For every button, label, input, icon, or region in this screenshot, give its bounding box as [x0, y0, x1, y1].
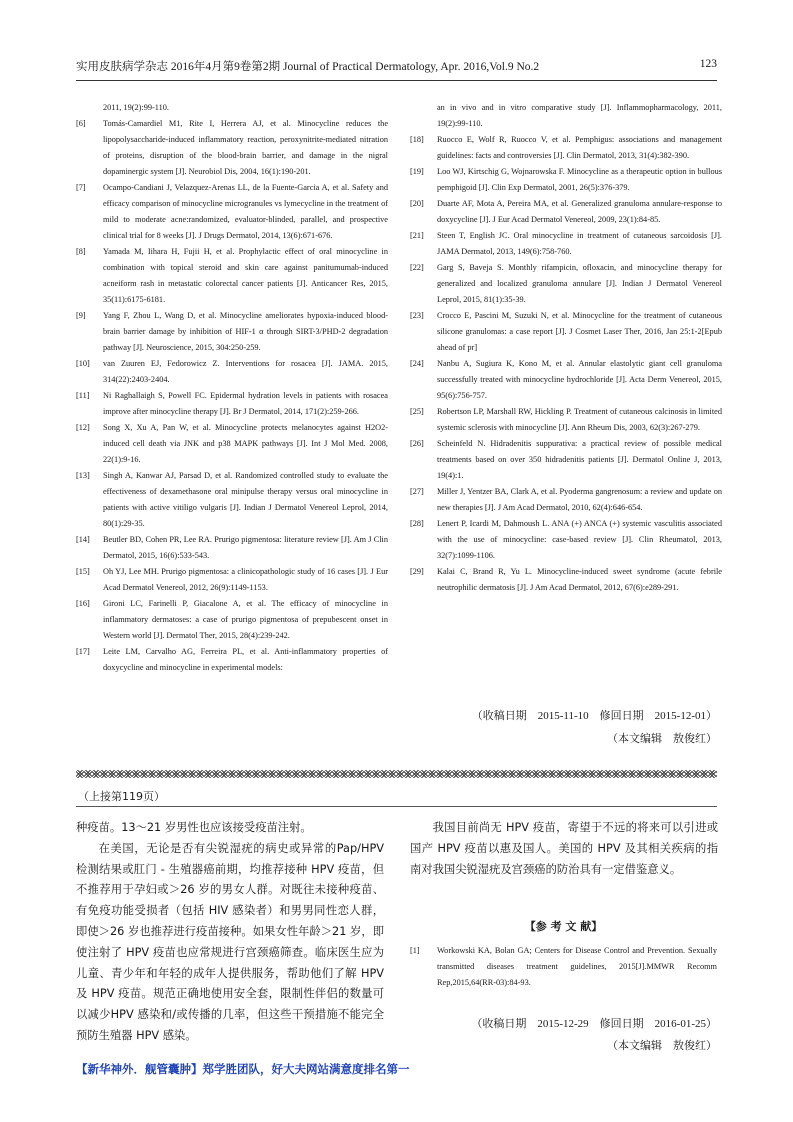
reference-item	[410, 132, 722, 164]
body-paragraph: 在美国，无论是否有尖锐湿疣的病史或异常的Pap/HPV 检测结果或肛门 - 生殖器癌前期，均推荐接种 HPV 疫苗，但不推荐用于孕妇或＞26 岁的男女人群。对既往未接种疫苗、有免疫功能受损者（包括 HIV 感染者）和男男同性恋人群，即使＞26 岁也推荐进行疫苗接种。如果女性年龄＞21 岁，即使注射了 HPV 疫苗也应常规进行宫颈癌筛查。临床医生应为儿童、青少年和年轻的成年人提供服务，帮助他们了解 HPV 及 HPV 疫苗。规范正确地使用安全套，限制性伴侣的数量可以减少HPV 感染和/或传播的几率，但这些干预措施不能完全预防生殖器 HPV 感染。	[76, 841, 384, 1042]
reference-item	[410, 404, 722, 436]
reference-number: [19]	[410, 167, 424, 176]
reference-list-article2	[410, 943, 717, 991]
received-dates-article2: （收稿日期 2015-12-29 修回日期 2016-01-25）	[471, 1018, 717, 1030]
reference-number: [12]	[76, 423, 90, 432]
references-heading: 【参 考 文 献】	[524, 920, 603, 933]
reference-text: Robertson LP, Marshall RW, Hickling P. Treatment of cutaneous calcinosis in limited systemic sclerosis with minocycline [J]. Ann Rheum Dis, 2003, 62(3):267-279.	[437, 407, 722, 432]
reference-item	[76, 100, 388, 116]
reference-item	[76, 468, 388, 532]
body-text-left	[76, 818, 384, 1047]
running-header	[76, 56, 717, 76]
reference-number: [14]	[76, 535, 90, 544]
reference-item	[410, 564, 722, 596]
reference-item	[410, 228, 722, 260]
reference-text: Oh YJ, Lee MH. Prurigo pigmentosa: a clinicopathologic study of 16 cases [J]. J Eur Acad Dermatol Venereol, 2012, 26(9):1149-1153.	[103, 567, 388, 592]
reference-text: Lenert P, Icardi M, Dahmoush L. ANA (+) ANCA (+) systemic vasculitis associated with the use of minocycline: case-based review [J]. Clin Rheumatol, 2013, 32(7):1099-1106.	[437, 519, 722, 560]
reference-item	[410, 356, 722, 404]
reference-item	[410, 164, 722, 196]
reference-number: [21]	[410, 231, 424, 240]
editor-credit-article2: （本文编辑 敖俊红）	[607, 1040, 717, 1052]
reference-number: [25]	[410, 407, 424, 416]
reference-text: 2011, 19(2):99-110.	[103, 103, 169, 112]
reference-number: [24]	[410, 359, 424, 368]
reference-number: [13]	[76, 471, 90, 480]
reference-item	[76, 532, 388, 564]
received-dates: （收稿日期 2015-11-10 修回日期 2015-12-01）	[471, 710, 717, 722]
body-paragraph: 我国目前尚无 HPV 疫苗，寄望于不远的将来可以引进或国产 HPV 疫苗以惠及国人。美国的 HPV 及其相关疾病的指南对我国尖锐湿疣及宫颈癌的防治具有一定借鉴意义。	[410, 821, 718, 876]
reference-item	[410, 196, 722, 228]
reference-text: Nanbu A, Sugiura K, Kono M, et al. Annular elastolytic giant cell granuloma successfully treated with minocycline hydrochloride [J]. Acta Derm Venereol, 2015, 95(6):756-757.	[437, 359, 722, 400]
reference-number: [20]	[410, 199, 424, 208]
reference-item	[76, 596, 388, 644]
reference-item	[76, 180, 388, 244]
advertisement-line[interactable]: 【新华神外．舰管囊肿】郑学胜团队，好大夫网站满意度排名第一	[76, 1062, 410, 1076]
reference-item	[410, 943, 717, 991]
reference-text: Workowski KA, Bolan GA; Centers for Disease Control and Prevention. Sexually transmitted diseases treatment guidelines, 2015[J].MMWR Recomm Rep,2015,64(RR-03):84-93.	[437, 946, 717, 987]
reference-item	[76, 244, 388, 308]
reference-number: [1]	[410, 946, 420, 955]
reference-number: [9]	[76, 311, 86, 320]
reference-text: Ruocco E, Wolf R, Ruocco V, et al. Pemphigus: associations and management guidelines: facts and controversies [J]. Clin Dermatol, 2013, 31(4):382-390.	[437, 135, 722, 160]
reference-text: Kalai C, Brand R, Yu L. Minocycline-induced sweet syndrome (acute febrile neutrophilic dermatosis [J]. J Am Acad Dermatol, 2012, 67(6):e289-291.	[437, 567, 722, 592]
reference-number: [27]	[410, 487, 424, 496]
reference-text: van Zuuren EJ, Fedorowicz Z. Interventions for rosacea [J]. JAMA. 2015, 314(22):2403-2404.	[103, 359, 388, 384]
reference-item	[76, 420, 388, 468]
reference-number: [11]	[76, 391, 90, 400]
reference-text: Duarte AF, Mota A, Pereira MA, et al. Generalized granuloma annulare-response to doxycycline [J]. J Eur Acad Dermatol Venereol, 2009, 23(1):84-85.	[437, 199, 722, 224]
continued-from-label: （上接第119页）	[78, 790, 165, 803]
reference-item	[410, 260, 722, 308]
journal-title: 实用皮肤病学杂志 2016年4月第9卷第2期 Journal of Practical Dermatology, Apr. 2016,Vol.9 No.2	[76, 61, 540, 73]
reference-item	[410, 436, 722, 484]
reference-text: Ni Raghallaigh S, Powell FC. Epidermal hydration levels in patients with rosacea improve after minocycline therapy [J]. Br J Dermatol, 2014, 171(2):259-266.	[103, 391, 388, 416]
reference-number: [7]	[76, 183, 86, 192]
reference-item	[76, 116, 388, 180]
reference-text: Ocampo-Candiani J, Velazquez-Arenas LL, de la Fuente-Garcia A, et al. Safety and efficacy comparison of minocycline microgranules vs lymecycline in the treatment of mild to moderate acne:randomized, evaluator-blinded, parallel, and prospective clinical trial for 8 weeks [J]. J Drugs Dermatol, 2014, 13(6):671-676.	[103, 183, 388, 240]
body-paragraph: 种疫苗。13～21 岁男性也应该接受疫苗注射。	[76, 821, 312, 834]
article-divider	[76, 770, 717, 778]
reference-text: Crocco E, Pascini M, Suzuki N, et al. Minocycline for the treatment of cutaneous silicone granulomas: a case report [J]. J Cosmet Laser Ther, 2016, Jan 25:1-2[Epub ahead of pr]	[437, 311, 722, 352]
reference-text: Tomás-Camardiel M1, Rite I, Herrera AJ, et al. Minocycline reduces the lipopolysaccharide-induced inflammatory reaction, peroxynitrite-mediated nitration of proteins, disruption of the blood-brain barrier, and damage in the nigral dopaminergic system [J]. Neurobiol Dis, 2004, 16(1):190-201.	[103, 119, 388, 176]
reference-number: [8]	[76, 247, 86, 256]
reference-item	[410, 100, 722, 132]
continued-rule	[76, 806, 717, 807]
reference-item	[76, 388, 388, 420]
reference-text: Song X, Xu A, Pan W, et al. Minocycline protects melanocytes against H2O2-induced cell death via JNK and p38 MAPK pathways [J]. Int J Mol Med. 2008, 22(1):9-16.	[103, 423, 388, 464]
reference-text: an in vivo and in vitro comparative study [J]. Inflammopharmacology, 2011, 19(2):99-110.	[437, 103, 722, 128]
reference-number: [10]	[76, 359, 90, 368]
header-rule	[76, 80, 717, 81]
reference-number: [29]	[410, 567, 424, 576]
reference-item	[76, 564, 388, 596]
reference-number: [15]	[76, 567, 90, 576]
reference-text: Yang F, Zhou L, Wang D, et al. Minocycline ameliorates hypoxia-induced blood-brain barrier damage by inhibition of HIF-1 α through SIRT-3/PHD-2 degradation pathway [J]. Neuroscience, 2015, 304:250-259.	[103, 311, 388, 352]
reference-text: Leite LM, Carvalho AG, Ferreira PL, et al. Anti-inflammatory properties of doxycycline and minocycline in experimental models:	[103, 647, 388, 672]
reference-list-right	[410, 100, 722, 596]
page-number: 123	[699, 58, 717, 70]
reference-item	[76, 644, 388, 676]
reference-number: [23]	[410, 311, 424, 320]
reference-text: Miller J, Yentzer BA, Clark A, et al. Pyoderma gangrenosum: a review and update on new therapies [J]. J Am Acad Dermatol, 2010, 62(4):646-654.	[437, 487, 722, 512]
reference-item	[410, 484, 722, 516]
reference-text: Scheinfeld N. Hidradenitis suppurativa: a practical review of possible medical treatments based on over 350 hidradenitis patients [J]. Dermatol Online J, 2013, 19(4):1.	[437, 439, 722, 480]
reference-text: Gironi LC, Farinelli P, Giacalone A, et al. The efficacy of minocycline in inflammatory dermatoses: a case of prurigo pigmentosa of prepubescent onset in Western world [J]. Dermatol Ther, 2015, 28(4):239-242.	[103, 599, 388, 640]
editor-credit: （本文编辑 敖俊红）	[607, 733, 717, 745]
reference-text: Garg S, Baveja S. Monthly rifampicin, ofloxacin, and minocycline therapy for generalized and localized granuloma annulare [J]. Indian J Dermatol Venereol Leprol, 2015, 81(1):35-39.	[437, 263, 722, 304]
reference-text: Steen T, English JC. Oral minocycline in treatment of cutaneous sarcoidosis [J]. JAMA Dermatol, 2013, 149(6):758-760.	[437, 231, 722, 256]
reference-item	[76, 356, 388, 388]
reference-text: Loo WJ, Kirtschig G, Wojnarowska F. Minocycline as a therapeutic option in bullous pemphigoid [J]. Clin Exp Dermatol, 2001, 26(5):376-379.	[437, 167, 722, 192]
reference-list-left	[76, 100, 388, 676]
reference-item	[410, 516, 722, 564]
reference-number: [26]	[410, 439, 424, 448]
reference-text: Yamada M, Iihara H, Fujii H, et al. Prophylactic effect of oral minocycline in combination with topical steroid and skin care against panitumumab-induced acneiform rash in metastatic colorectal cancer patients [J]. Anticancer Res, 2015, 35(11):6175-6181.	[103, 247, 388, 304]
reference-item	[76, 308, 388, 356]
reference-number: [17]	[76, 647, 90, 656]
reference-number: [22]	[410, 263, 424, 272]
body-text-right	[410, 818, 718, 880]
reference-text: Singh A, Kanwar AJ, Parsad D, et al. Randomized controlled study to evaluate the effectiveness of dexamethasone oral minipulse therapy versus oral minocycline in patients with active vitiligo vulgaris [J]. Indian J Dermatol Venereol Leprol, 2014, 80(1):29-35.	[103, 471, 388, 528]
reference-text: Beutler BD, Cohen PR, Lee RA. Prurigo pigmentosa: literature review [J]. Am J Clin Dermatol, 2015, 16(6):533-543.	[103, 535, 388, 560]
reference-item	[410, 308, 722, 356]
reference-number: [6]	[76, 119, 86, 128]
reference-number: [18]	[410, 135, 424, 144]
reference-number: [16]	[76, 599, 90, 608]
reference-number: [28]	[410, 519, 424, 528]
